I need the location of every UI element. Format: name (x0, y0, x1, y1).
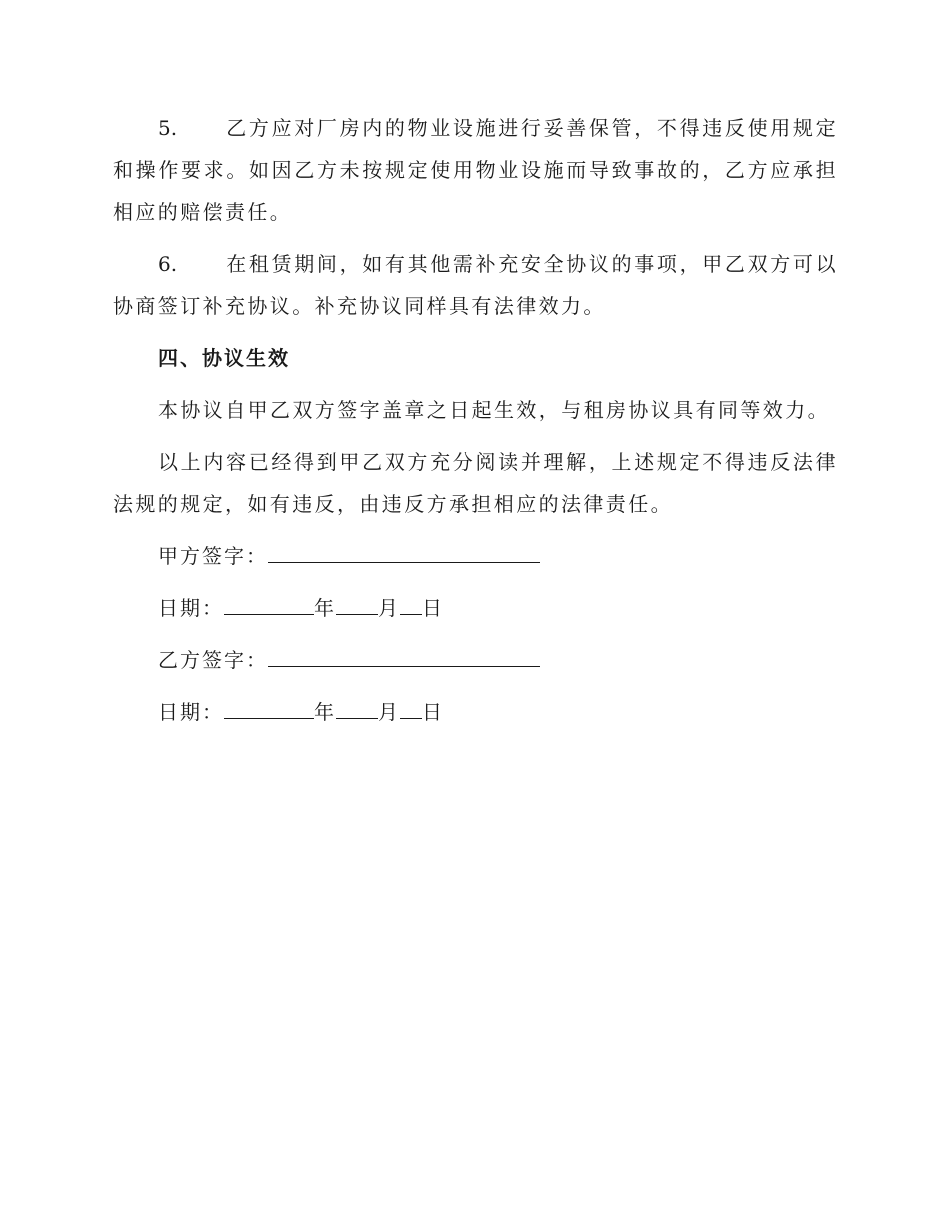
party-a-signature-blank[interactable] (268, 540, 540, 563)
clause-number: 5. (158, 116, 178, 140)
month-unit: 月 (378, 700, 400, 724)
party-a-signature-row (158, 540, 540, 571)
party-a-date-row (158, 592, 444, 623)
year-blank[interactable] (224, 696, 314, 719)
day-unit: 日 (422, 596, 444, 620)
year-unit: 年 (314, 596, 336, 620)
day-blank[interactable] (400, 592, 422, 615)
effective-paragraph: 本协议自甲乙双方签字盖章之日起生效，与租房协议具有同等效力。 (158, 398, 830, 422)
date-label: 日期： (158, 596, 224, 620)
clause-5 (113, 107, 838, 233)
clause-number: 6. (158, 252, 178, 276)
clause-text: 乙方应对厂房内的物业设施进行妥善保管，不得违反使用规定和操作要求。如因乙方未按规定使用物业设施而导致事故的，乙方应承担相应的赔偿责任。 (113, 116, 838, 224)
party-b-signature-label: 乙方签字： (158, 648, 268, 672)
day-blank[interactable] (400, 696, 422, 719)
clause-text: 在租赁期间，如有其他需补充安全协议的事项，甲乙双方可以协商签订补充协议。补充协议同样具有法律效力。 (113, 252, 838, 318)
year-unit: 年 (314, 700, 336, 724)
section-heading: 四、协议生效 (158, 346, 290, 370)
year-blank[interactable] (224, 592, 314, 615)
party-b-date-row (158, 696, 444, 727)
party-a-signature-label: 甲方签字： (158, 544, 268, 568)
party-b-signature-row (158, 644, 540, 675)
month-blank[interactable] (336, 696, 378, 719)
month-blank[interactable] (336, 592, 378, 615)
clause-6 (113, 243, 838, 327)
date-label: 日期： (158, 700, 224, 724)
party-b-signature-blank[interactable] (268, 644, 540, 667)
day-unit: 日 (422, 700, 444, 724)
acknowledgement-paragraph: 以上内容已经得到甲乙双方充分阅读并理解，上述规定不得违反法律法规的规定，如有违反，由违反方承担相应的法律责任。 (113, 450, 838, 516)
month-unit: 月 (378, 596, 400, 620)
